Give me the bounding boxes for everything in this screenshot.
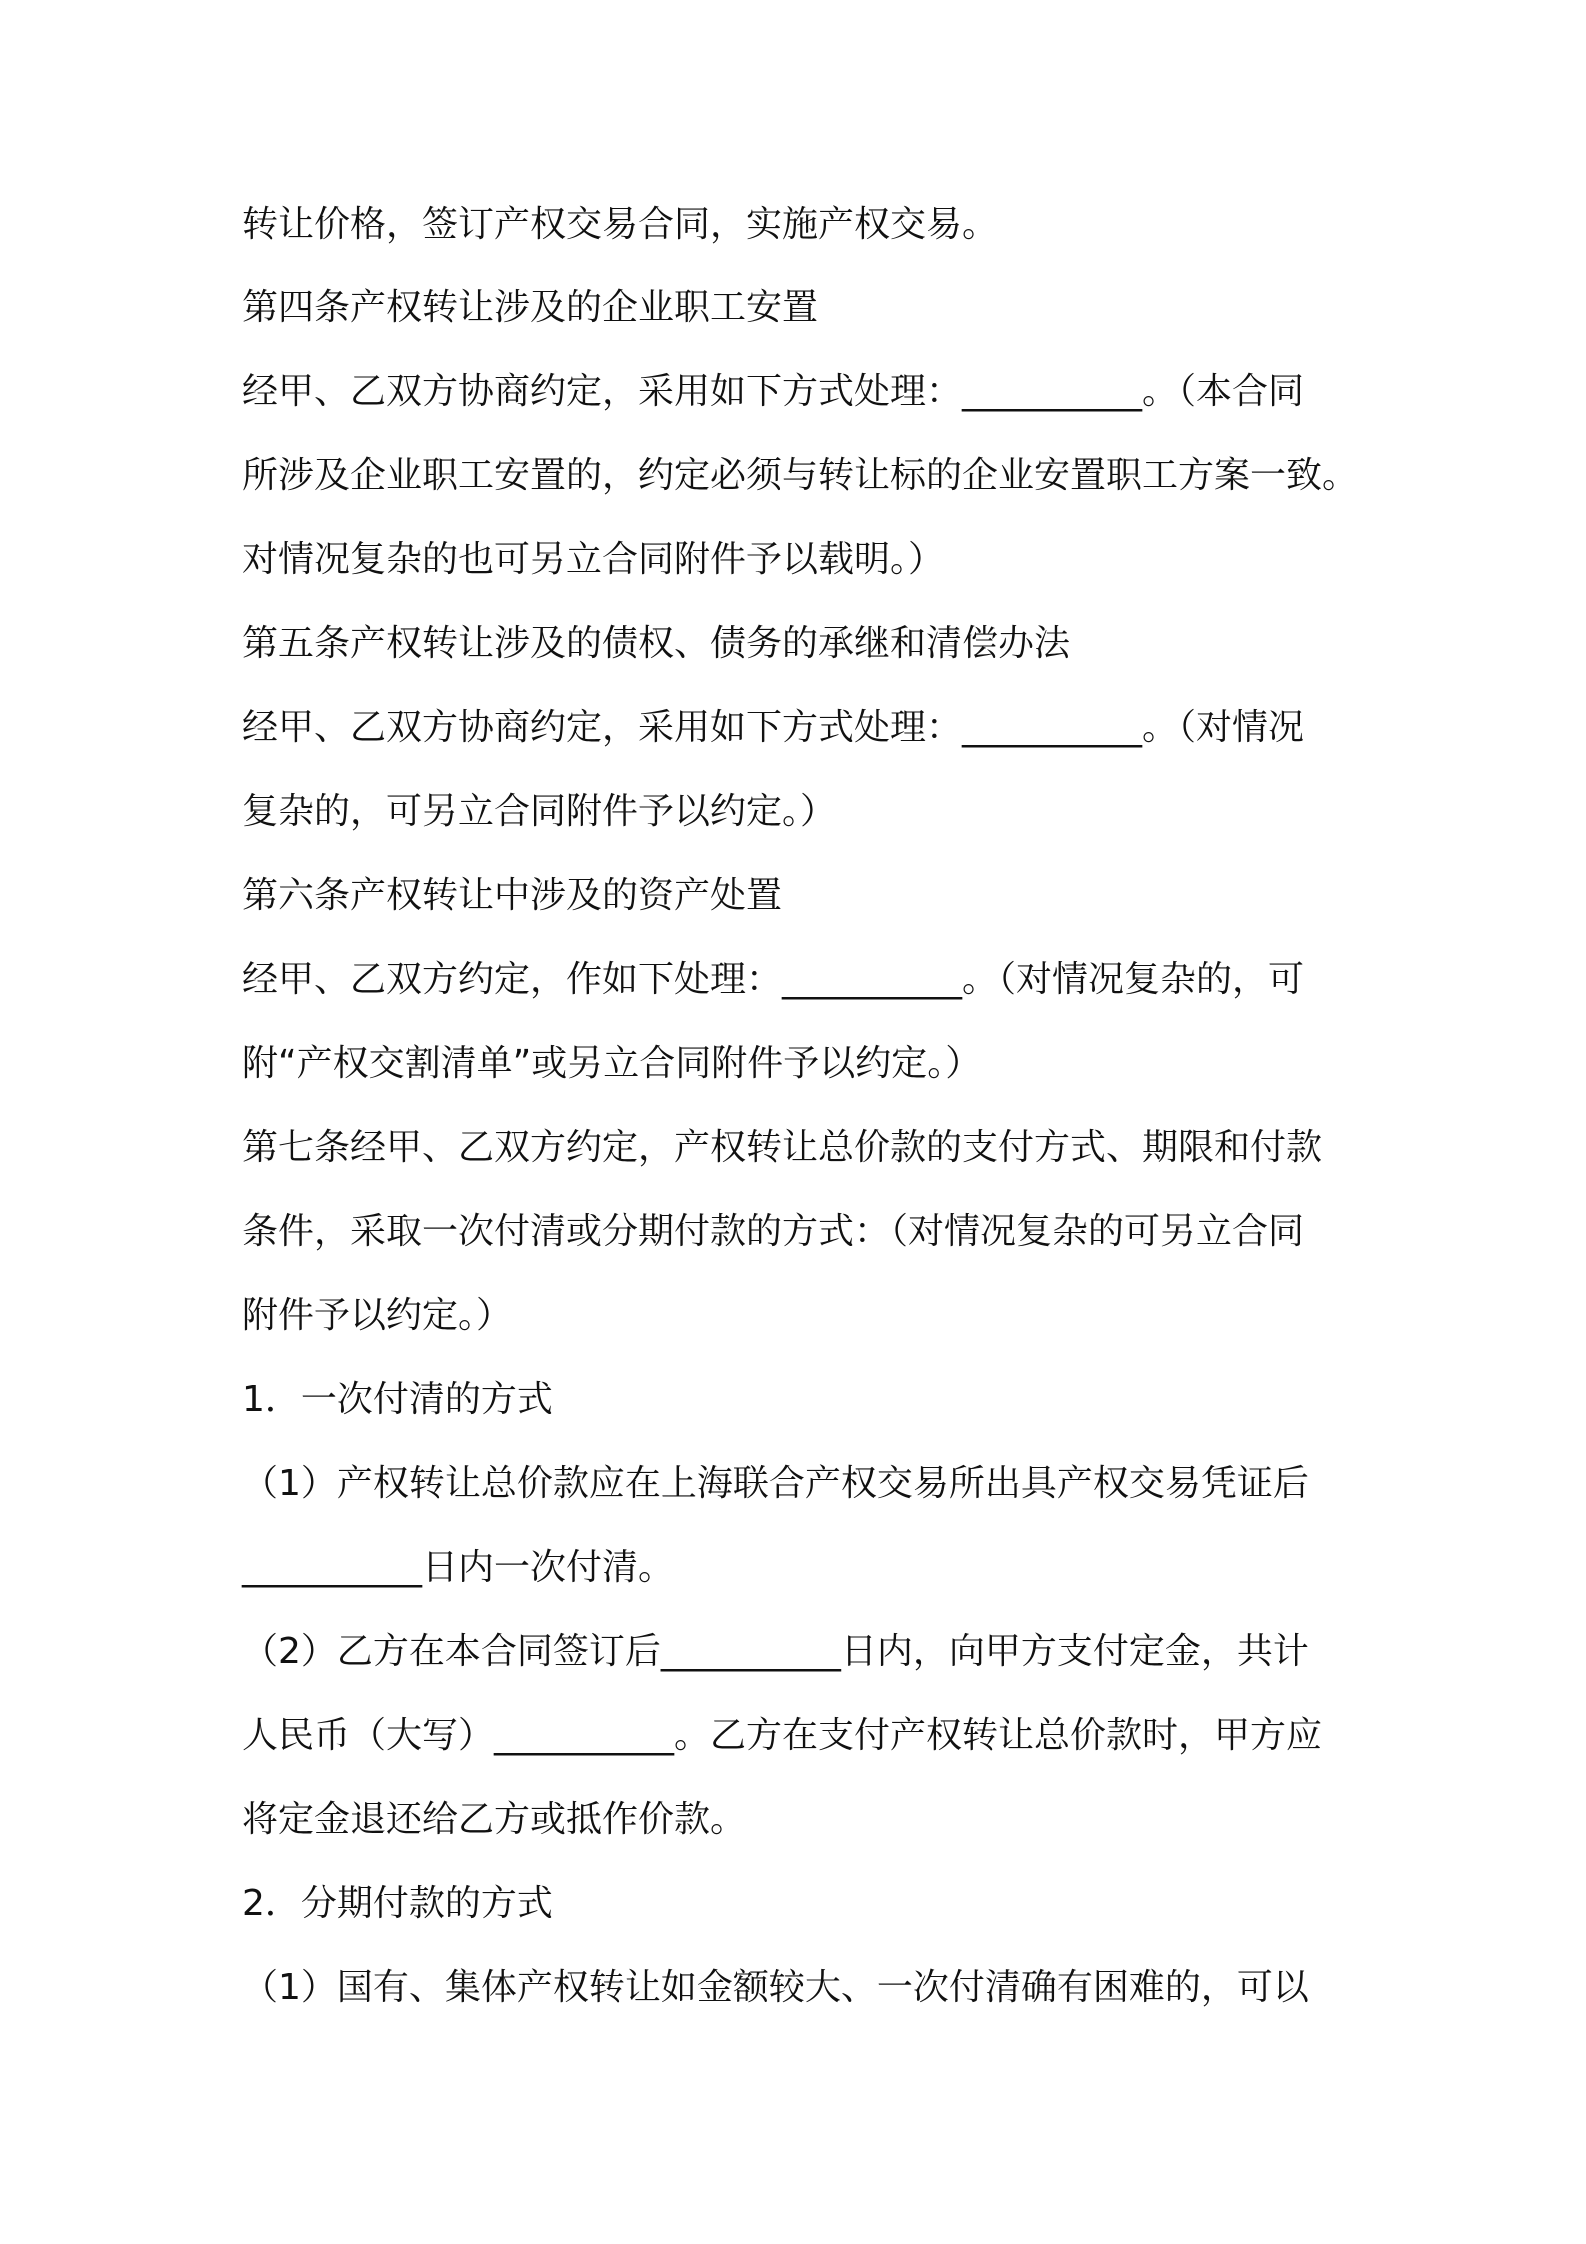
article-4-heading: 第四条产权转让涉及的企业职工安置	[242, 287, 819, 328]
list-item: （2）乙方在本合同签订后__________日内，向甲方支付定金，共计	[242, 1631, 1309, 1672]
paragraph-line: 将定金退还给乙方或抵作价款。	[242, 1799, 747, 1840]
paragraph-line: 复杂的，可另立合同附件予以约定。）	[242, 791, 837, 832]
section-heading-2: 2．分期付款的方式	[242, 1883, 553, 1924]
article-6-heading: 第六条产权转让中涉及的资产处置	[242, 875, 783, 916]
list-item: （1）国有、集体产权转让如金额较大、一次付清确有困难的，可以	[242, 1967, 1309, 2008]
paragraph-line: 人民币（大写）__________。乙方在支付产权转让总价款时，甲方应	[242, 1715, 1323, 1756]
paragraph-line: 条件，采取一次付清或分期付款的方式：（对情况复杂的可另立合同	[242, 1211, 1305, 1252]
paragraph-line: 经甲、乙双方协商约定，采用如下方式处理：__________。（对情况	[242, 707, 1305, 748]
paragraph-line: __________日内一次付清。	[242, 1547, 675, 1588]
article-7-paragraph: 第七条经甲、乙双方约定，产权转让总价款的支付方式、期限和付款	[242, 1127, 1323, 1168]
paragraph-line: 经甲、乙双方协商约定，采用如下方式处理：__________。（本合同	[242, 371, 1305, 412]
section-heading-1: 1．一次付清的方式	[242, 1379, 553, 1420]
article-5-heading: 第五条产权转让涉及的债权、债务的承继和清偿办法	[242, 623, 1071, 664]
paragraph-line: 转让价格，签订产权交易合同，实施产权交易。	[242, 204, 999, 245]
paragraph-line: 对情况复杂的也可另立合同附件予以载明。）	[242, 539, 945, 580]
list-item: （1）产权转让总价款应在上海联合产权交易所出具产权交易凭证后	[242, 1463, 1309, 1504]
paragraph-line: 附件予以约定。）	[242, 1295, 513, 1336]
paragraph-line: 附“产权交割清单”或另立合同附件予以约定。）	[242, 1043, 982, 1084]
paragraph-line: 所涉及企业职工安置的，约定必须与转让标的企业安置职工方案一致。	[242, 455, 1359, 496]
paragraph-line: 经甲、乙双方约定，作如下处理：__________。（对情况复杂的，可	[242, 959, 1305, 1000]
